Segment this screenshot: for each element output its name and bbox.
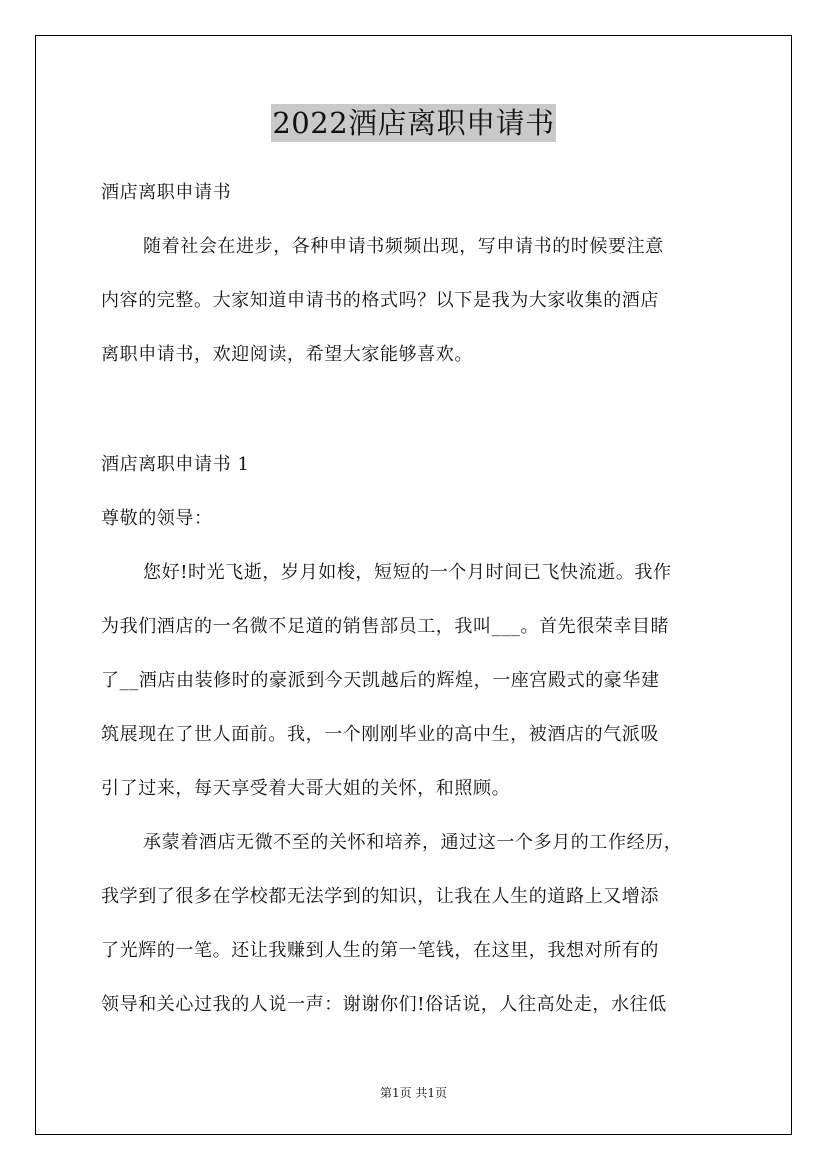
subtitle-line: 酒店离职申请书 [101,182,232,203]
body-line-1: 您好!时光飞逝，岁月如梭，短短的一个月时间已飞快流逝。我作 [143,562,672,583]
body-line-7: 我学到了很多在学校都无法学到的知识，让我在人生的道路上又增添 [101,886,659,907]
document-title-block [0,103,827,142]
body-line-8: 了光辉的一笔。还让我赚到人生的第一笔钱，在这里，我想对所有的 [101,940,659,961]
body-line-4: 筑展现在了世人面前。我，一个刚刚毕业的高中生，被酒店的气派吸 [101,724,659,745]
intro-line-2: 内容的完整。大家知道申请书的格式吗？以下是我为大家收集的酒店 [101,290,659,311]
salutation-line: 尊敬的领导： [101,508,213,529]
page-number-footer: 第1页 共1页 [379,1086,448,1100]
document-title: 2022酒店离职申请书 [272,106,555,140]
intro-line-3: 离职申请书，欢迎阅读，希望大家能够喜欢。 [101,344,473,365]
body-line-5: 引了过来，每天享受着大哥大姐的关怀，和照顾。 [101,778,511,799]
body-line-9: 领导和关心过我的人说一声：谢谢你们!俗话说，人往高处走，水往低 [101,994,667,1015]
body-line-3: 了__酒店由装修时的豪派到今天凯越后的辉煌，一座宫殿式的豪华建 [101,670,660,691]
section-heading-1: 酒店离职申请书 1 [101,454,250,475]
body-line-2: 为我们酒店的一名微不足道的销售部员工，我叫___。首先很荣幸目睹 [101,616,670,637]
body-line-6: 承蒙着酒店无微不至的关怀和培养，通过这一个多月的工作经历， [143,832,683,853]
intro-line-1: 随着社会在进步，各种申请书频频出现，写申请书的时候要注意 [143,236,664,257]
